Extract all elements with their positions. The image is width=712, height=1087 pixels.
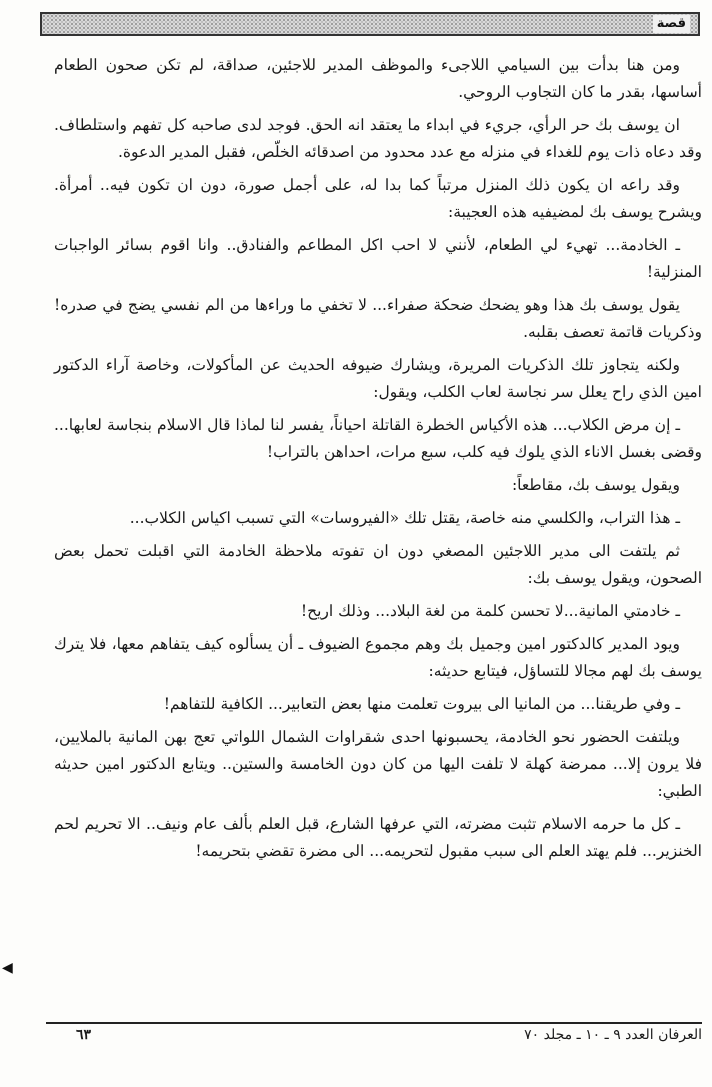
dialogue-paragraph: ـ إن مرض الكلاب... هذه الأكياس الخطرة القاتلة احياناً، يفسر لنا لماذا قال الاسلام بنجاسة لعابها... وقضى بغسل الاناء الذي يلوك فيه كلب، سبع مرات، احداهن بالتراب!	[54, 416, 702, 461]
left-arrow-icon: ◀	[2, 960, 13, 976]
section-label: قصة	[653, 15, 690, 33]
dialogue-paragraph: ـ وفي طريقنا... من المانيا الى بيروت تعلمت منها بعض التعابير... الكافية للتفاهم!	[163, 695, 680, 713]
header-bar	[40, 12, 700, 36]
journal-citation: العرفان العدد ٩ ـ ١٠ ـ مجلد ٧٠	[524, 1027, 702, 1043]
paragraph: ومن هنا بدأت بين السيامي اللاجىء والموظف المدير للاجئين، صداقة، لم تكن صحون الطعام أساسها، بقدر ما كان التجاوب الروحي.	[54, 56, 702, 101]
paragraph: وقد راعه ان يكون ذلك المنزل مرتباً كما بدا له، على أجمل صورة، دون ان تكون فيه.. أمرأة. ويشرح يوسف بك لمضيفيه هذه العجيبة:	[54, 176, 702, 221]
dialogue-paragraph: ـ هذا التراب، والكلسي منه خاصة، يقتل تلك «الفيروسات» التي تسبب اكياس الكلاب...	[129, 509, 680, 527]
dialogue-paragraph: ـ الخادمة... تهيء لي الطعام، لأنني لا احب اكل المطاعم والفنادق.. وانا اقوم بسائر الواجبات المنزلية!	[54, 236, 702, 281]
footer-divider	[46, 1022, 702, 1024]
paragraph: ولكنه يتجاوز تلك الذكريات المريرة، ويشارك ضيوفه الحديث عن المأكولات، وخاصة آراء الدكتور امين الذي راح يعلل سر نجاسة لعاب الكلب، ويقول:	[54, 356, 702, 401]
paragraph: ويقول يوسف بك، مقاطعاً:	[511, 476, 680, 494]
dialogue-paragraph: ـ خادمتي المانية...لا تحسن كلمة من لغة البلاد... وذلك اريح!	[300, 602, 680, 620]
paragraph: ويود المدير كالدكتور امين وجميل بك وهم مجموع الضيوف ـ أن يسألوه كيف يتفاهم معها، فلا يترك يوسف بك لهم مجالا للتساؤل، فيتابع حديثه:	[54, 635, 702, 680]
paragraph: ان يوسف بك حر الرأي، جريء في ابداء ما يعتقد انه الحق. فوجد لدى صاحبه كل تفهم واستلطاف. وقد دعاه ذات يوم للغداء في منزله مع عدد محدود من اصدقائه الخلّص، فقبل المدير الدعوة.	[54, 116, 702, 161]
paragraph: ويلتفت الحضور نحو الخادمة، يحسبونها احدى شقراوات الشمال اللواتي تعج بهن المانية بالملايين، فلا يرون إلا... ممرضة كهلة لا تلفت اليها من كان دون الخامسة والستين.. ويتابع الدكتور امين حديثه الطبي:	[54, 728, 702, 800]
dialogue-paragraph: ـ كل ما حرمه الاسلام تثبت مضرته، التي عرفها الشارع، قبل العلم بألف عام ونيف.. الا تحريم لحم الخنزير... فلم يهتد العلم الى سبب مقبول لتحريمه... الى مضرة تقضي بتحريمه!	[54, 815, 702, 860]
paragraph: ثم يلتفت الى مدير اللاجئين المصغي دون ان تفوته ملاحظة الخادمة التي اقبلت تحمل بعض الصحون، ويقول يوسف بك:	[54, 542, 702, 587]
page-number: ٦٣	[76, 1027, 92, 1043]
article-body	[54, 52, 702, 871]
paragraph: يقول يوسف بك هذا وهو يضحك ضحكة صفراء... لا تخفي ما وراءها من الم نفسي يضج في صدره! وذكريات قاتمة تعصف بقلبه.	[54, 296, 702, 341]
